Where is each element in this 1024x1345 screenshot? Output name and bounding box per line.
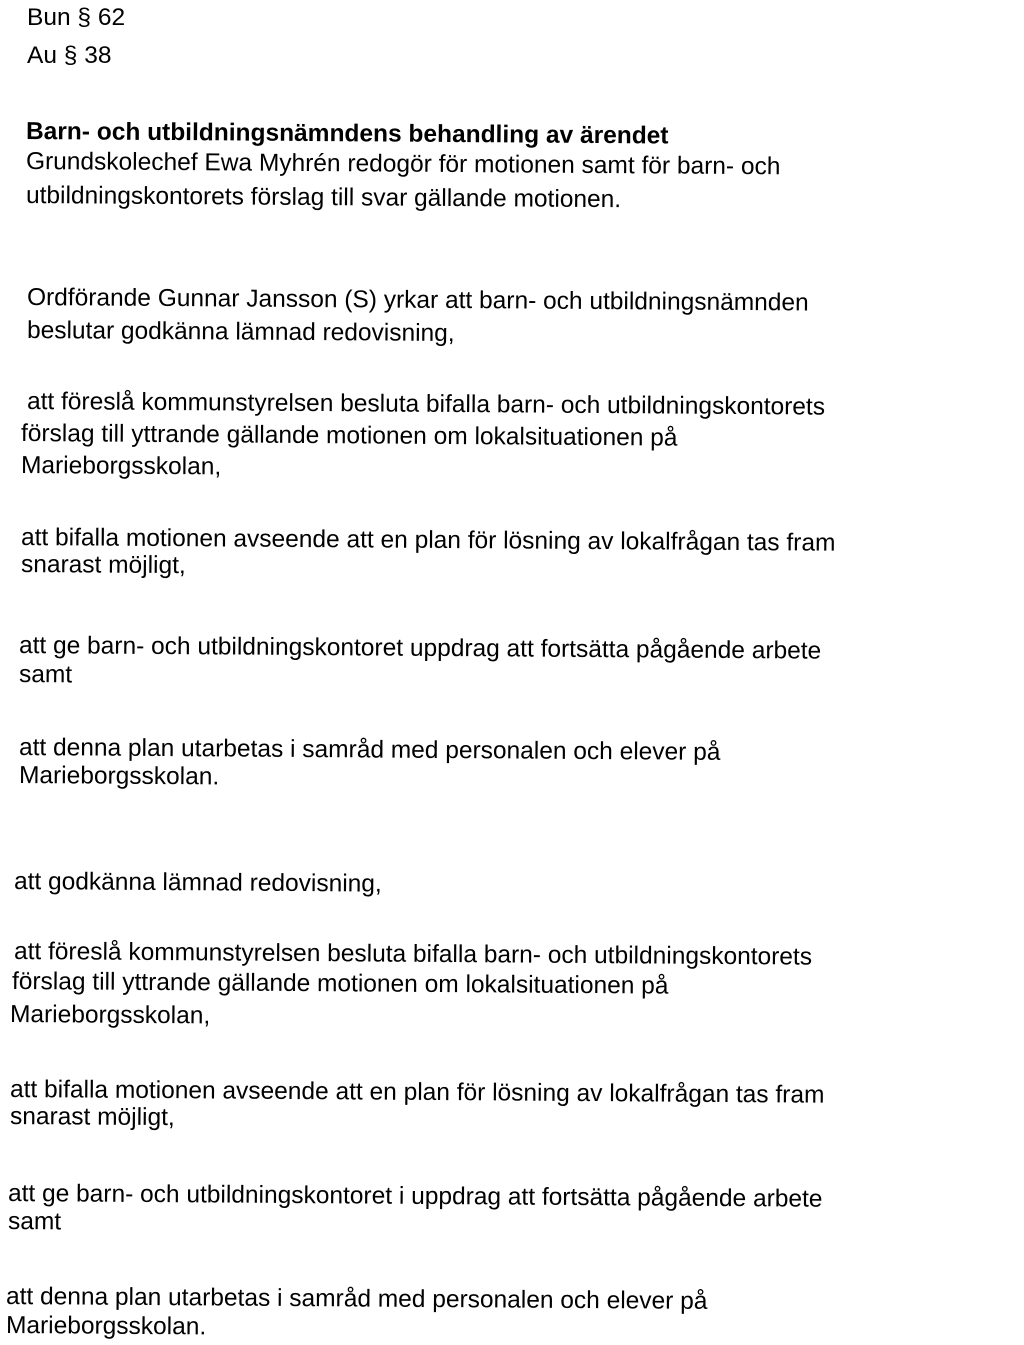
proposal-intro-line-2: beslutar godkänna lämnad redovisning, [26,317,455,347]
proposal-item1-line-2: förslag till yttrande gällande motionen om lokalsituationen på [20,420,678,452]
decision-item4-line-1: att denna plan utarbetas i samråd med personalen och elever på [5,1283,708,1315]
proposal-item4-line-2: Marieborgsskolan. [18,762,220,791]
paragraph-ref-au: Au § 38 [27,42,112,69]
decision-item2-line-2: snarast möjligt, [9,1103,175,1132]
decision-item3-line-2: samt [7,1208,62,1236]
intro-line-1: Grundskolechef Ewa Myhrén redogör för motionen samt för barn- och [25,148,781,181]
proposal-item4-line-1: att denna plan utarbetas i samråd med personalen och elever på [18,734,721,766]
proposal-intro-line-1: Ordförande Gunnar Jansson (S) yrkar att barn- och utbildningsnämnden [26,284,809,317]
proposal-item3-line-1: att ge barn- och utbildningskontoret uppdrag att fortsätta pågående arbete [18,632,822,665]
decision-item4-line-2: Marieborgsskolan. [5,1312,207,1341]
paragraph-ref-bun: Bun § 62 [27,4,126,31]
section-heading: Barn- och utbildningsnämndens behandling av ärendet [25,118,669,150]
proposal-item2-line-2: snarast möjligt, [20,551,186,580]
proposal-item1-line-3: Marieborgsskolan, [20,452,222,481]
proposal-item2-line-1: att bifalla motionen avseende att en plan för lösning av lokalfrågan tas fram [20,524,836,557]
decision-item3-line-1: att ge barn- och utbildningskontoret i uppdrag att fortsätta pågående arbete [7,1180,823,1213]
decision-item1-line-3: Marieborgsskolan, [9,1001,211,1030]
decision-item0-line-1: att godkänna lämnad redovisning, [13,868,382,898]
decision-item2-line-1: att bifalla motionen avseende att en plan för lösning av lokalfrågan tas fram [9,1076,825,1109]
decision-item1-line-2: förslag till yttrande gällande motionen om lokalsituationen på [11,968,669,1000]
decision-item1-line-1: att föreslå kommunstyrelsen besluta bifalla barn- och utbildningskontorets [13,938,813,971]
proposal-item1-line-1: att föreslå kommunstyrelsen besluta bifalla barn- och utbildningskontorets [26,388,826,421]
proposal-item3-line-2: samt [18,661,73,689]
intro-line-2: utbildningskontorets förslag till svar gällande motionen. [25,182,622,214]
